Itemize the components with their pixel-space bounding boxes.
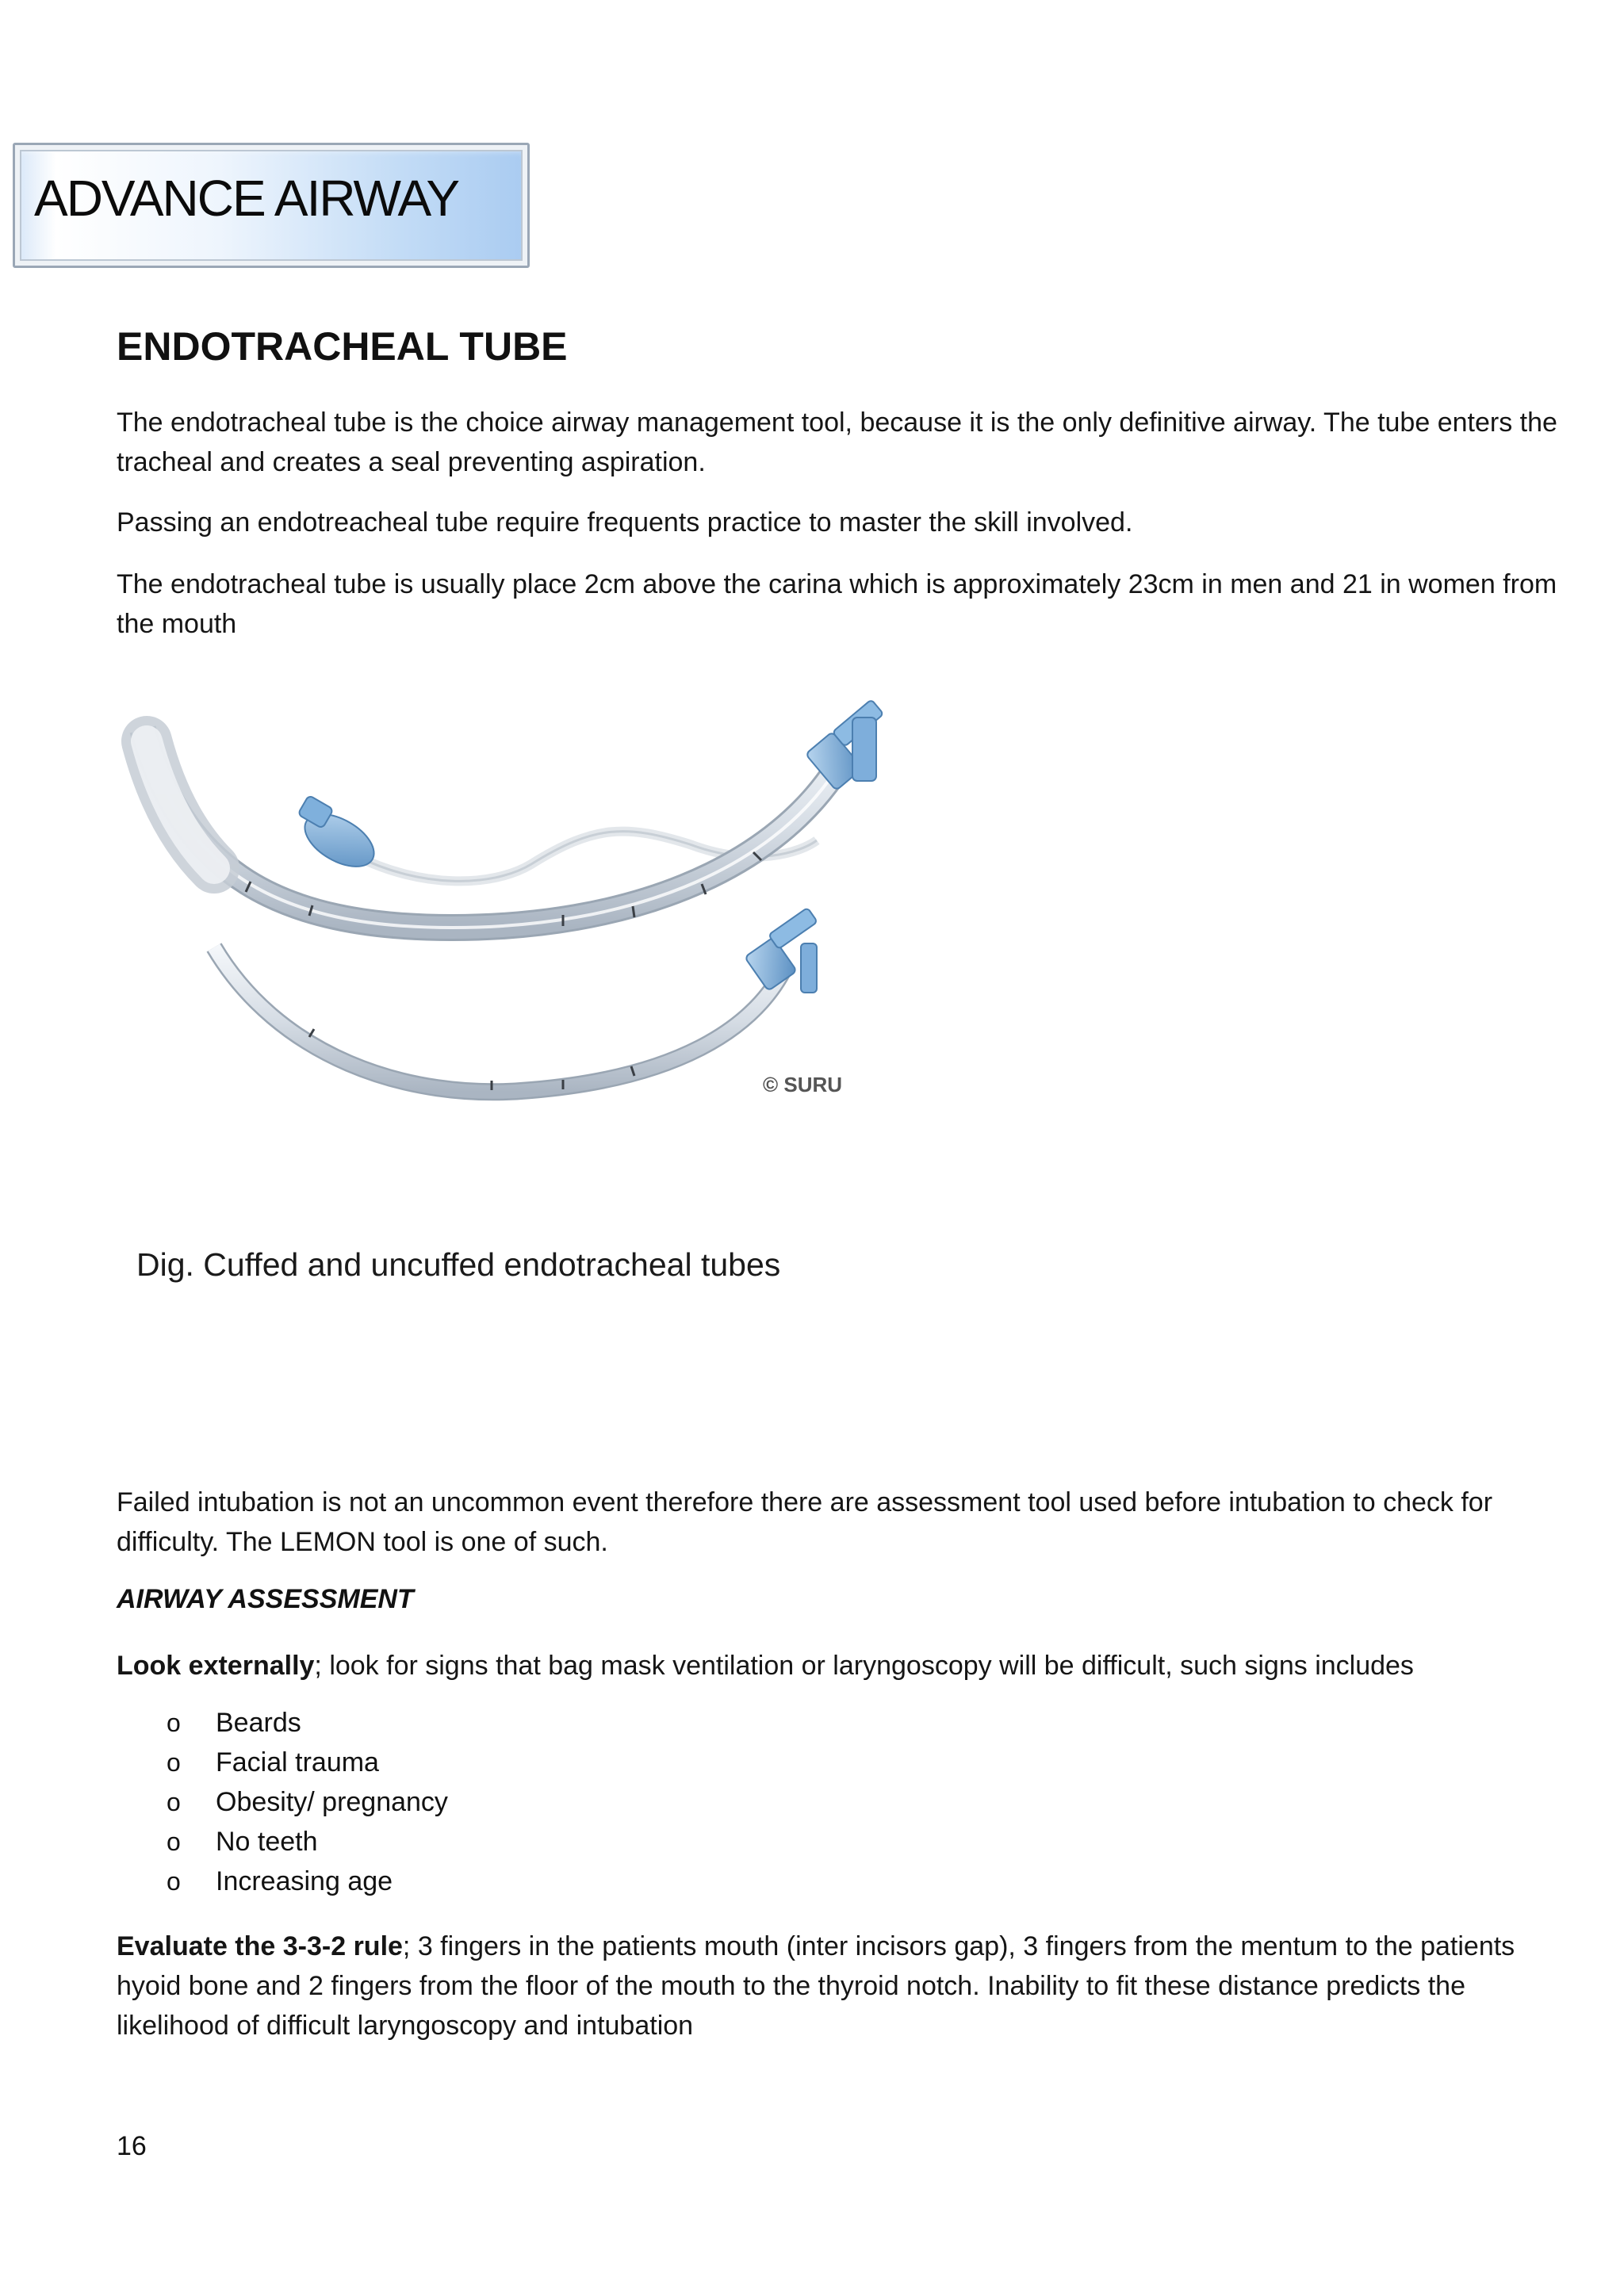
evaluate-rule-text: ; 3 fingers in the patients mouth (inter incisors gap), 3 fingers from the mentum to the patients hyoid bone and 2 fingers from the floor of the mouth to the thyroid notch. Inability to fit these distance predicts the likelihood of difficult laryngoscopy and intubation <box>117 1931 1515 2041</box>
paragraph-failed-intubation: Failed intubation is not an uncommon event therefore there are assessment tool used before intubation to check for difficulty. The LEMON tool is one of such. <box>117 1487 1493 1557</box>
figure-caption: Dig. Cuffed and uncuffed endotracheal tubes <box>136 1246 781 1283</box>
difficulty-signs-list <box>167 1703 448 1901</box>
photo-watermark: © SURU <box>763 1073 843 1096</box>
airway-assessment-heading: AIRWAY ASSESSMENT <box>117 1584 414 1614</box>
look-externally-label: Look externally <box>117 1651 315 1681</box>
look-externally-text: ; look for signs that bag mask ventilation or laryngoscopy will be difficult, such signs includes <box>314 1651 1414 1681</box>
bullet-marker: o <box>167 1867 181 1896</box>
list-item: o Facial trauma <box>167 1743 448 1782</box>
section-heading: ENDOTRACHEAL TUBE <box>117 324 568 369</box>
bullet-marker: o <box>167 1827 181 1856</box>
banner-title: ADVANCE AIRWAY <box>34 170 459 227</box>
endotracheal-tubes-photo <box>119 682 959 1126</box>
page-number: 16 <box>117 2131 147 2161</box>
evaluate-rule-label: Evaluate the 3-3-2 rule <box>117 1931 403 1961</box>
list-item: o No teeth <box>167 1822 448 1862</box>
paragraph-practice: Passing an endotreacheal tube require frequents practice to master the skill involved. <box>117 507 1133 538</box>
section-banner <box>13 143 530 268</box>
paragraph-placement: The endotracheal tube is usually place 2cm above the carina which is approximately 23cm in men and 21 in women from the mouth <box>117 569 1557 639</box>
paragraph-look-externally <box>117 1646 1568 1686</box>
list-item: o Beards <box>167 1703 448 1743</box>
bullet-marker: o <box>167 1748 181 1777</box>
bullet-marker: o <box>167 1709 181 1737</box>
list-item: o Increasing age <box>167 1862 448 1901</box>
paragraph-3-3-2-rule <box>117 1927 1568 2045</box>
bullet-marker: o <box>167 1788 181 1816</box>
paragraph-definitive-airway: The endotracheal tube is the choice airway management tool, because it is the only definitive airway. The tube enters the tracheal and creates a seal preventing aspiration. <box>117 408 1557 477</box>
list-item: o Obesity/ pregnancy <box>167 1782 448 1822</box>
